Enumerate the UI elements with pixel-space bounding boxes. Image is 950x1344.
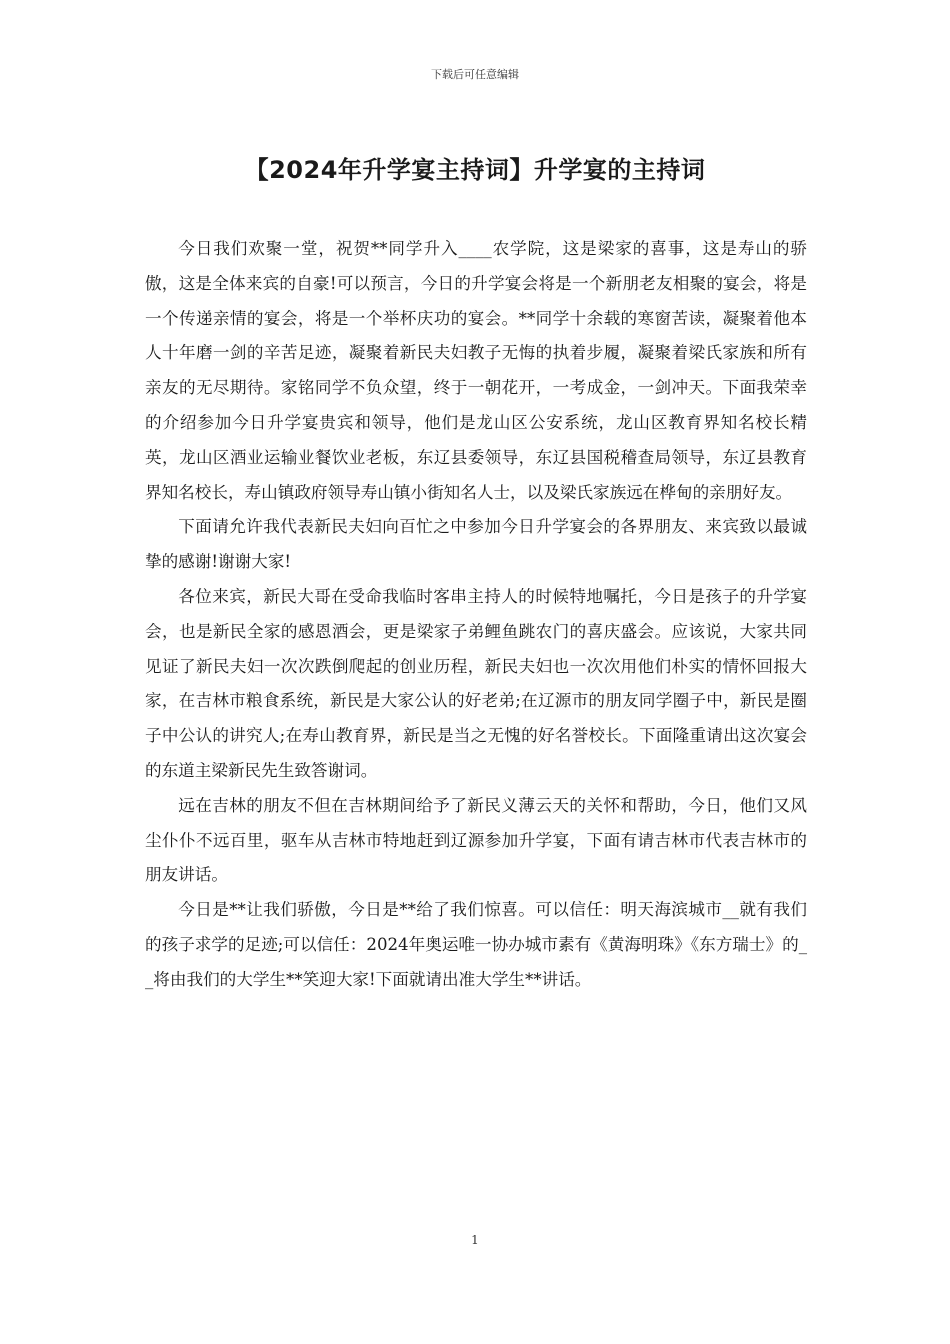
document-title: 【2024年升学宴主持词】升学宴的主持词 bbox=[244, 156, 706, 184]
document-body bbox=[145, 232, 807, 998]
paragraph-1: 今日我们欢聚一堂，祝贺**同学升入____农学院，这是梁家的喜事，这是寿山的骄傲，这是全体来宾的自豪!可以预言，今日的升学宴会将是一个新朋老友相聚的宴会，将是一个传递亲情的宴会，将是一个举杯庆功的宴会。**同学十余载的寒窗苦读，凝聚着他本人十年磨一剑的辛苦足迹，凝聚着新民夫妇教子无悔的执着步履，凝聚着梁氏家族和所有亲友的无尽期待。家铭同学不负众望，终于一朝花开，一考成金，一剑冲天。下面我荣幸的介绍参加今日升学宴贵宾和领导，他们是龙山区公安系统，龙山区教育界知名校长精英，龙山区酒业运输业餐饮业老板，东辽县委领导，东辽县国税稽查局领导，东辽县教育界知名校长，寿山镇政府领导寿山镇小街知名人士，以及梁氏家族远在桦甸的亲朋好友。 bbox=[145, 239, 807, 502]
header-note: 下载后可任意编辑 bbox=[431, 68, 519, 81]
paragraph-2: 下面请允许我代表新民夫妇向百忙之中参加今日升学宴会的各界朋友、来宾致以最诚挚的感谢!谢谢大家! bbox=[145, 517, 807, 572]
paragraph-4: 远在吉林的朋友不但在吉林期间给予了新民义薄云天的关怀和帮助，今日，他们又风尘仆仆不远百里，驱车从吉林市特地赶到辽源参加升学宴，下面有请吉林市代表吉林市的朋友讲话。 bbox=[145, 795, 807, 885]
paragraph-3: 各位来宾，新民大哥在受命我临时客串主持人的时候特地嘱托，今日是孩子的升学宴会，也是新民全家的感恩酒会，更是梁家子弟鲤鱼跳农门的喜庆盛会。应该说，大家共同见证了新民夫妇一次次跌倒爬起的创业历程，新民夫妇也一次次用他们朴实的情怀回报大家，在吉林市粮食系统，新民是大家公认的好老弟;在辽源市的朋友同学圈子中，新民是圈子中公认的讲究人;在寿山教育界，新民是当之无愧的好名誉校长。下面隆重请出这次宴会的东道主梁新民先生致答谢词。 bbox=[145, 586, 807, 780]
page-number: 1 bbox=[471, 1233, 479, 1247]
paragraph-5: 今日是**让我们骄傲，今日是**给了我们惊喜。可以信任：明天海滨城市__就有我们的孩子求学的足迹;可以信任：2024年奥运唯一协办城市素有《黄海明珠》《东方瑞士》的__将由我们的大学生**笑迎大家!下面就请出准大学生**讲话。 bbox=[145, 900, 807, 989]
